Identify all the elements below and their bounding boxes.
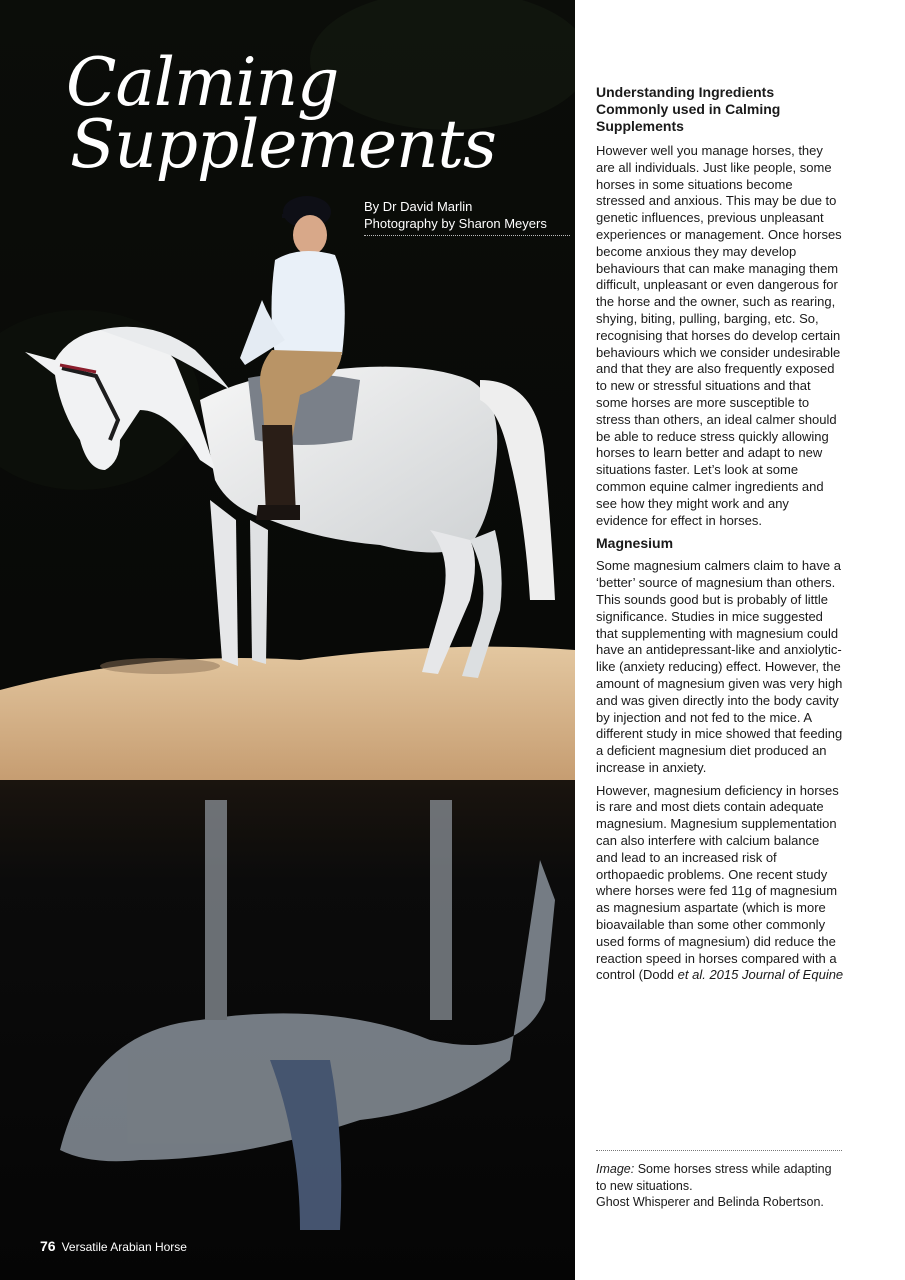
paragraph-magnesium-2-text: However, magnesium deficiency in horses is rare and most diets contain adequate magnesium. Magnesium supplementation can also interfere with calcium balance and lead to an increased risk of orthopaedic problems. One recent study where horses were fed 11g of magnesium as magnesium aspartate (which is more bioavailable than some other commonly used forms of magnesium) did reduce the reaction speed in horses compared with a control (Dodd xyxy=(596,782,839,983)
paragraph-magnesium-2 xyxy=(596,783,844,985)
byline-photographer: Photography by Sharon Meyers xyxy=(364,216,547,231)
byline-author: By Dr David Marlin xyxy=(364,199,473,214)
citation-et-al: et al. 2015 Journal of Equine xyxy=(677,967,844,983)
title-line-2: Supplements xyxy=(70,106,496,183)
article-body xyxy=(596,84,844,990)
article-title xyxy=(66,44,496,183)
caption-text: Some horses stress while adapting to new situations. xyxy=(596,1162,832,1193)
magazine-name: Versatile Arabian Horse xyxy=(61,1240,187,1254)
byline xyxy=(364,198,570,236)
caption-label: Image: xyxy=(596,1162,635,1176)
paragraph-intro: However well you manage horses, they are all individuals. Just like people, some horses in some situations become stressed and anxious. This may be due to genetic influences, previous unpleasant experiences or management. Once horses become anxious they may develop behaviours that can make managing them difficult, unpleasant or even dangerous for the horse and the owner, such as rearing, shying, biting, pulling, barging, etc. So, recognising that horses do develop certain behaviours which we consider undesirable and that they are also frequently exposed to new or stressful situations and that some horses are more susceptible to stress than others, an ideal calmer should be able to reduce stress quickly allowing horses to learn better and adapt to new situations faster. Let’s look at some common equine calmer ingredients and see how they might work and any evidence for effect in horses. xyxy=(596,143,842,528)
caption-divider xyxy=(596,1150,842,1151)
paragraph-magnesium-1: Some magnesium calmers claim to have a ‘better’ source of magnesium than others. This sounds good but is probably of little significance. Studies in mice suggested that supplementing with magnesium could have an antidepressant-like and anxiolytic-like (anxiety reducing) effect. However, the amount of magnesium given was very high and was given directly into the body cavity by injection and not fed to the mice. A different study in mice showed that feeding a deficient magnesium diet produced an increase in anxiety. xyxy=(596,558,843,775)
page-number: 76 xyxy=(40,1238,56,1254)
page-footer xyxy=(40,1238,187,1254)
section-heading-magnesium: Magnesium xyxy=(596,535,674,552)
title-line-1: Calming xyxy=(66,44,339,121)
caption-credit: Ghost Whisperer and Belinda Robertson. xyxy=(596,1195,824,1209)
photo-caption xyxy=(596,1161,844,1211)
section-heading-ingredients: Understanding Ingredients Commonly used in Calming Supplements xyxy=(596,84,781,134)
byline-divider xyxy=(364,234,570,236)
